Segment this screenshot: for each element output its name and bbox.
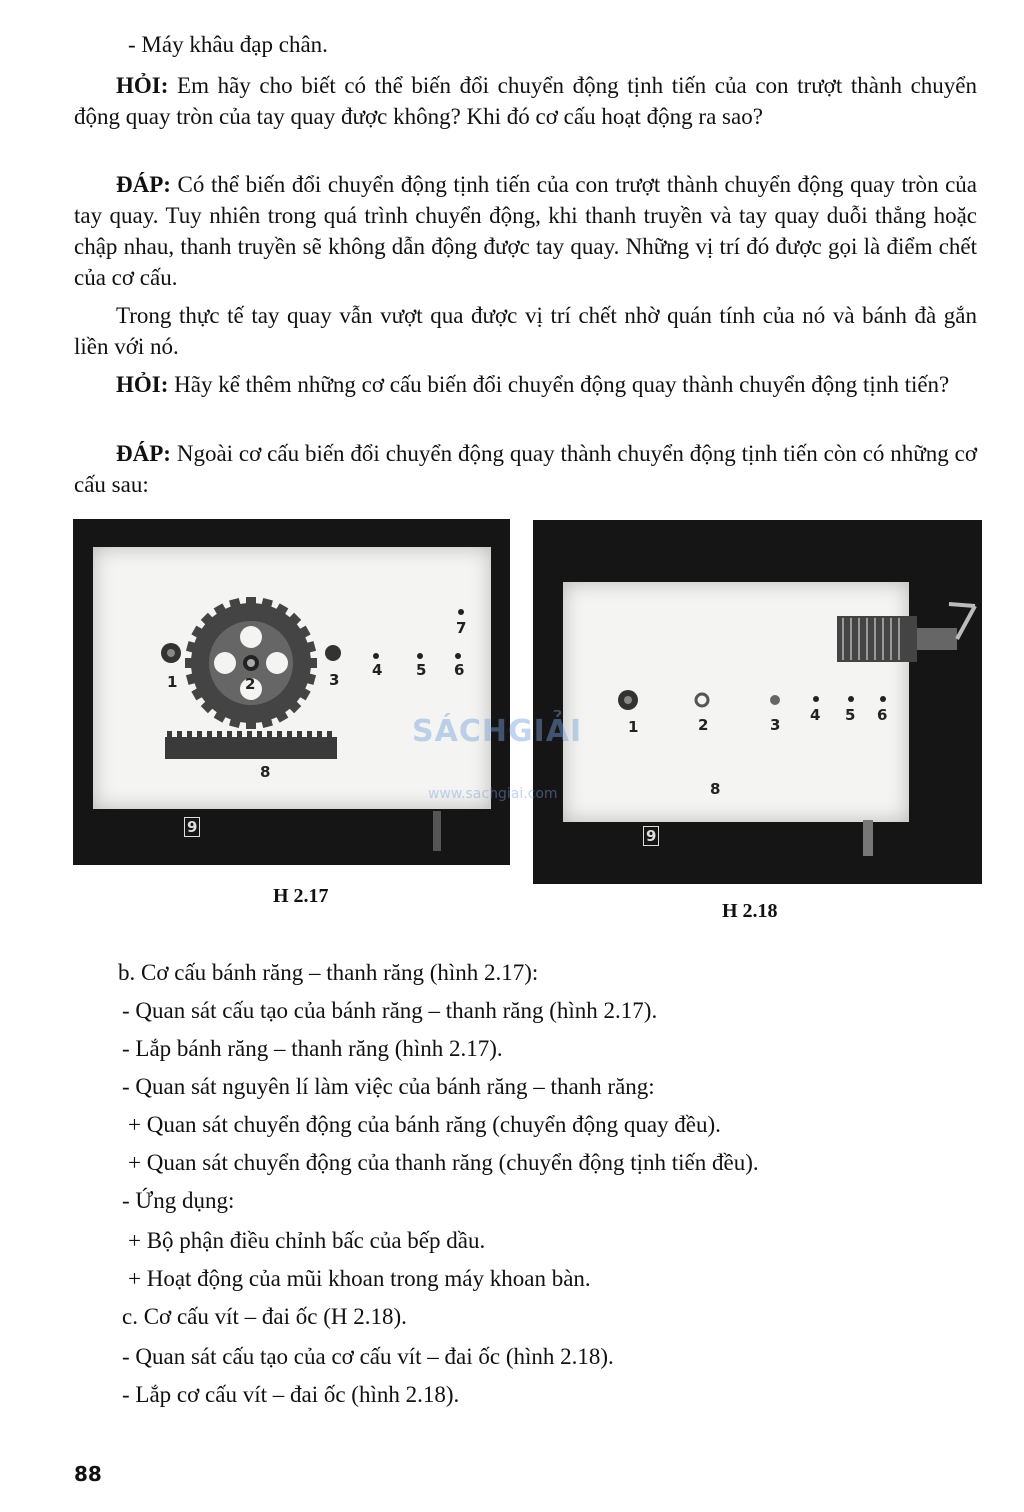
figure-caption-2-17: H 2.17 — [273, 885, 329, 907]
list-item: c. Cơ cấu vít – đai ốc (H 2.18). — [122, 1304, 407, 1329]
list-item: + Quan sát chuyển động của bánh răng (chuyển động quay đều). — [128, 1112, 721, 1137]
fig2-label-9: 9 — [643, 826, 659, 846]
list-item: + Hoạt động của mũi khoan trong máy khoan bàn. — [128, 1266, 591, 1291]
fig2-label-8: 8 — [710, 780, 721, 798]
question-2 — [74, 369, 977, 400]
answer-2-label: ĐÁP: — [116, 441, 171, 466]
intro-line: - Máy khâu đạp chân. — [128, 32, 328, 57]
question-1-label: HỎI: — [116, 73, 169, 98]
fig1-hole-6 — [455, 653, 461, 659]
paragraph-1: Trong thực tế tay quay vẫn vượt qua được vị trí chết nhờ quán tính của nó và bánh đà gắn liền với nó. — [74, 303, 977, 359]
answer-2-text: Ngoài cơ cấu biến đổi chuyển động quay thành chuyển động tịnh tiến còn có những cơ cấu sau: — [74, 441, 978, 497]
answer-1-text: Có thể biến đổi chuyển động tịnh tiến của con trượt thành chuyển động quay tròn của tay quay. Tuy nhiên trong quá trình chuyển động, khi thanh truyền và tay quay duỗi thẳng hoặc chập nhau, thanh truyền sẽ không dẫn động được tay quay. Những vị trí đó được gọi là điểm chết của cơ cấu. — [74, 172, 977, 290]
question-2-text: Hãy kể thêm những cơ cấu biến đổi chuyển động quay thành chuyển động tịnh tiến? — [174, 372, 950, 397]
watermark-logo: SÁCHGIẢI — [412, 714, 583, 749]
fig2-label-6: 6 — [877, 706, 888, 724]
list-item: - Quan sát cấu tạo của bánh răng – thanh răng (hình 2.17). — [122, 998, 658, 1023]
fig1-label-4: 4 — [372, 661, 383, 679]
fig2-board-leg — [863, 820, 873, 856]
figure-rack-pinion-photo — [73, 519, 510, 865]
fig1-label-8: 8 — [260, 763, 271, 781]
question-1-text: Em hãy cho biết có thể biến đổi chuyển động tịnh tiến của con trượt thành chuyển động quay tròn của tay quay được không? Khi đó cơ cấu hoạt động ra sao? — [74, 73, 977, 129]
question-2-label: HỎI: — [116, 372, 169, 397]
question-1 — [74, 70, 977, 132]
fig1-board-leg — [433, 811, 441, 851]
fig1-hole-7 — [458, 609, 464, 615]
demo-board — [93, 547, 491, 809]
figure-screw-nut-photo — [533, 520, 982, 884]
fig1-label-9: 9 — [184, 817, 200, 837]
fig2-label-5: 5 — [845, 706, 856, 724]
gear-rack-drawing — [93, 547, 491, 809]
fig1-hole-4 — [373, 653, 379, 659]
fig1-label-6: 6 — [454, 661, 465, 679]
fig2-label-3: 3 — [770, 716, 781, 734]
fig2-label-2: 2 — [698, 716, 709, 734]
fig2-label-1: 1 — [628, 718, 639, 736]
fig1-label-2: 2 — [245, 675, 256, 693]
answer-2 — [74, 438, 977, 500]
list-item: - Quan sát cấu tạo của cơ cấu vít – đai ốc (hình 2.18). — [122, 1344, 614, 1369]
fig1-label-7: 7 — [456, 619, 467, 637]
page-number: 88 — [74, 1462, 102, 1486]
fig2-hole-5 — [848, 696, 854, 702]
fig1-label-5: 5 — [416, 661, 427, 679]
list-item: + Bộ phận điều chỉnh bấc của bếp dầu. — [128, 1228, 486, 1253]
fig2-label-4: 4 — [810, 706, 821, 724]
fig2-hole-6 — [880, 696, 886, 702]
screw-nut-mechanism — [829, 596, 979, 676]
list-item: - Lắp bánh răng – thanh răng (hình 2.17). — [122, 1036, 503, 1061]
fig1-hole-5 — [417, 653, 423, 659]
answer-1-label: ĐÁP: — [116, 172, 171, 197]
fig1-label-3: 3 — [329, 671, 340, 689]
answer-1 — [74, 169, 977, 293]
list-item: + Quan sát chuyển động của thanh răng (chuyển động tịnh tiến đều). — [128, 1150, 759, 1175]
list-item: b. Cơ cấu bánh răng – thanh răng (hình 2.17): — [118, 960, 539, 985]
fig2-hole-4 — [813, 696, 819, 702]
watermark-url: www.sachgiai.com — [428, 786, 558, 802]
fig1-label-1: 1 — [167, 673, 178, 691]
list-item: - Ứng dụng: — [122, 1188, 235, 1213]
list-item: - Quan sát nguyên lí làm việc của bánh răng – thanh răng: — [122, 1074, 655, 1099]
list-item: - Lắp cơ cấu vít – đai ốc (hình 2.18). — [122, 1382, 460, 1407]
figure-caption-2-18: H 2.18 — [722, 900, 778, 922]
